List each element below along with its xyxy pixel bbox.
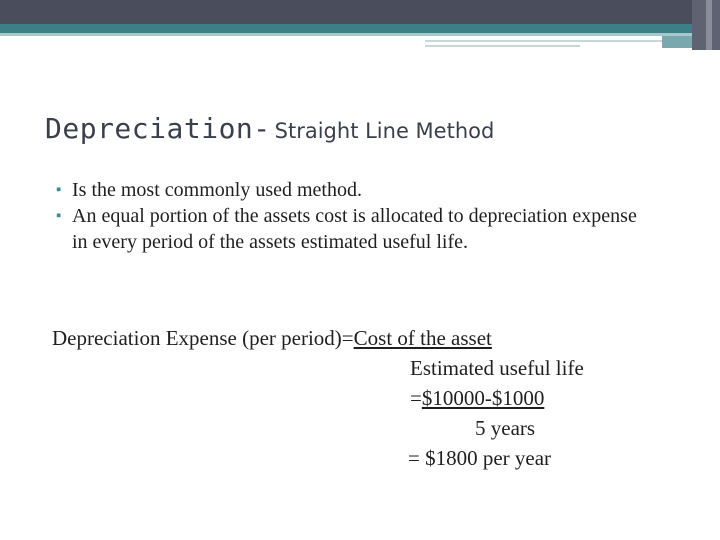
formula-line-5 (408, 443, 551, 473)
bullet-icon: ▪ (56, 208, 62, 224)
bullet-text: An equal portion of the assets cost is allocated to depreciation expense in every period of the assets estimated useful life. (72, 205, 637, 253)
header-teal-stripe (0, 24, 720, 33)
formula-line-1 (52, 323, 492, 353)
formula-numerator: Cost of the asset (353, 326, 492, 350)
formula-step2-numerator: $10000-$1000 (421, 386, 545, 410)
header-light-stripe (0, 33, 720, 36)
formula-line-3 (410, 383, 544, 413)
bullet-item (55, 203, 655, 255)
title-subtitle: Straight Line Method (274, 119, 495, 143)
header-band (0, 0, 720, 24)
header-deco-line (425, 45, 580, 47)
formula-step2-denominator: 5 years (475, 416, 536, 440)
bullet-list (55, 177, 655, 255)
title-main: Depreciation- (45, 112, 271, 145)
bullet-text: Is the most commonly used method. (72, 179, 362, 201)
formula-denominator: Estimated useful life (410, 356, 584, 380)
slide-title (45, 112, 494, 145)
bullet-item (55, 177, 655, 203)
formula-step2-prefix: = (410, 386, 422, 410)
header-deco-line (425, 40, 665, 42)
bullet-icon: ▪ (56, 182, 62, 198)
formula-result: = $1800 per year (408, 446, 552, 470)
formula-line-4 (475, 413, 535, 443)
formula-line-2 (410, 353, 584, 383)
header-corner-stripe (706, 0, 712, 50)
formula-lhs: Depreciation Expense (per period)= (52, 326, 354, 350)
